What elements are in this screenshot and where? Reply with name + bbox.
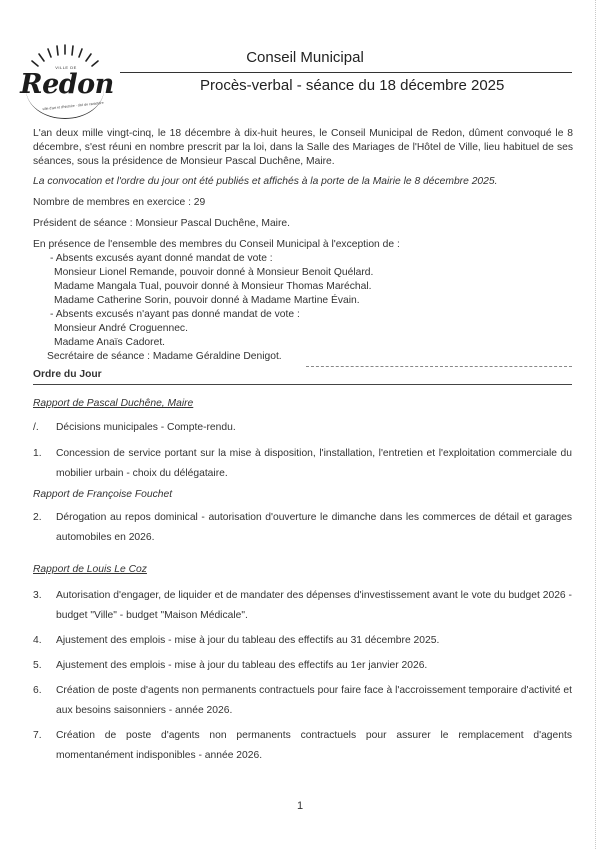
convocation-note: La convocation et l'ordre du jour ont été publiés et affichés à la porte de la Mairie le 8 décembre 2025. xyxy=(33,176,498,187)
document-subtitle: Procès-verbal - séance du 18 décembre 2025 xyxy=(200,77,505,94)
absent-with-proxy-entry: Madame Catherine Sorin, pouvoir donné à Madame Martine Évain. xyxy=(54,295,360,306)
page-edge xyxy=(594,0,596,849)
agenda-heading: Ordre du Jour xyxy=(33,369,102,380)
absent-without-proxy-label: - Absents excusés n'ayant pas donné mandat de vote : xyxy=(50,309,300,320)
agenda-item-text: Dérogation au repos dominical - autorisation d'ouverture le dimanche dans les commerces de détail et garages automobiles en 2026. xyxy=(56,512,572,543)
agenda-item-number: 1. xyxy=(33,448,42,459)
agenda-item xyxy=(33,418,572,438)
document-title: Conseil Municipal xyxy=(246,49,364,66)
agenda-item xyxy=(33,586,572,626)
agenda-item-number: 4. xyxy=(33,635,42,646)
agenda-item xyxy=(33,508,572,548)
agenda-item-text: Ajustement des emplois - mise à jour du tableau des effectifs au 1er janvier 2026. xyxy=(56,660,428,671)
session-secretary: Secrétaire de séance : Madame Géraldine Denigot. xyxy=(47,351,282,362)
agenda-item-number: 7. xyxy=(33,730,42,741)
agenda-item-text: Autorisation d'engager, de liquider et de mandater des dépenses d'investissement avant le vote du budget 2026 - budget "Ville" - budget "Maison Médicale". xyxy=(56,590,572,621)
agenda-item xyxy=(33,656,572,676)
header-divider xyxy=(120,72,572,73)
agenda-item xyxy=(33,726,572,766)
agenda-item-number: /. xyxy=(33,422,39,433)
rapport-heading: Rapport de Louis Le Coz xyxy=(33,564,147,575)
page-number: 1 xyxy=(296,800,304,812)
absent-without-proxy-entry: Madame Anaïs Cadoret. xyxy=(54,337,166,348)
agenda-item-text: Ajustement des emplois - mise à jour du tableau des effectifs au 31 décembre 2025. xyxy=(56,635,440,646)
agenda-item-number: 6. xyxy=(33,685,42,696)
presence-statement: En présence de l'ensemble des membres du Conseil Municipal à l'exception de : xyxy=(33,239,400,250)
agenda-divider xyxy=(33,384,572,385)
rapport-heading: Rapport de Françoise Fouchet xyxy=(33,489,173,500)
members-count: Nombre de membres en exercice : 29 xyxy=(33,197,206,208)
intro-paragraph: L'an deux mille vingt-cinq, le 18 décembre à dix-huit heures, le Conseil Municipal de Redon, dûment convoqué le 8 décembre, s'est réuni en nombre prescrit par la loi, dans la Salle des Mariages de l'Hôtel de Ville, lieu habituel de ses séances, sous la présidence de Monsieur Pascal Duchêne, Maire. xyxy=(33,128,573,167)
logo-top-text: VILLE DE xyxy=(55,65,77,70)
session-president: Président de séance : Monsieur Pascal Duchêne, Maire. xyxy=(33,218,290,229)
absent-with-proxy-entry: Monsieur Lionel Remande, pouvoir donné à Monsieur Benoit Quélard. xyxy=(54,267,374,278)
agenda-item xyxy=(33,681,572,721)
agenda-item-number: 2. xyxy=(33,512,42,523)
agenda-item-number: 3. xyxy=(33,590,42,601)
logo-wordmark: Redon xyxy=(20,69,114,100)
absent-without-proxy-entry: Monsieur André Croguennec. xyxy=(54,323,188,334)
agenda-item-text: Décisions municipales - Compte-rendu. xyxy=(56,422,236,433)
agenda-item xyxy=(33,631,572,651)
agenda-item-number: 5. xyxy=(33,660,42,671)
absent-with-proxy-label: - Absents excusés ayant donné mandat de vote : xyxy=(50,253,273,264)
redon-logo xyxy=(18,42,114,120)
agenda-item xyxy=(33,444,572,484)
agenda-item-text: Concession de service portant sur la mise à disposition, l'installation, l'entretien et l'exploitation commerciale du mobilier urbain - choix du délégataire. xyxy=(56,448,572,479)
agenda-item-text: Création de poste d'agents non permanents contractuels pour faire face à l'accroissement temporaire d'activité et aux besoins saisonniers - année 2026. xyxy=(56,685,572,716)
logo-tagline: ville d'art et d'histoire · cité de caractère xyxy=(42,100,104,112)
section-divider-faint xyxy=(306,366,572,367)
absent-with-proxy-entry: Madame Mangala Tual, pouvoir donné à Monsieur Thomas Maréchal. xyxy=(54,281,372,292)
rapport-heading: Rapport de Pascal Duchêne, Maire xyxy=(33,398,194,409)
agenda-item-text: Création de poste d'agents non permanents contractuels pour assurer le remplacement d'agents momentanément indisponibles - année 2026. xyxy=(56,730,572,761)
